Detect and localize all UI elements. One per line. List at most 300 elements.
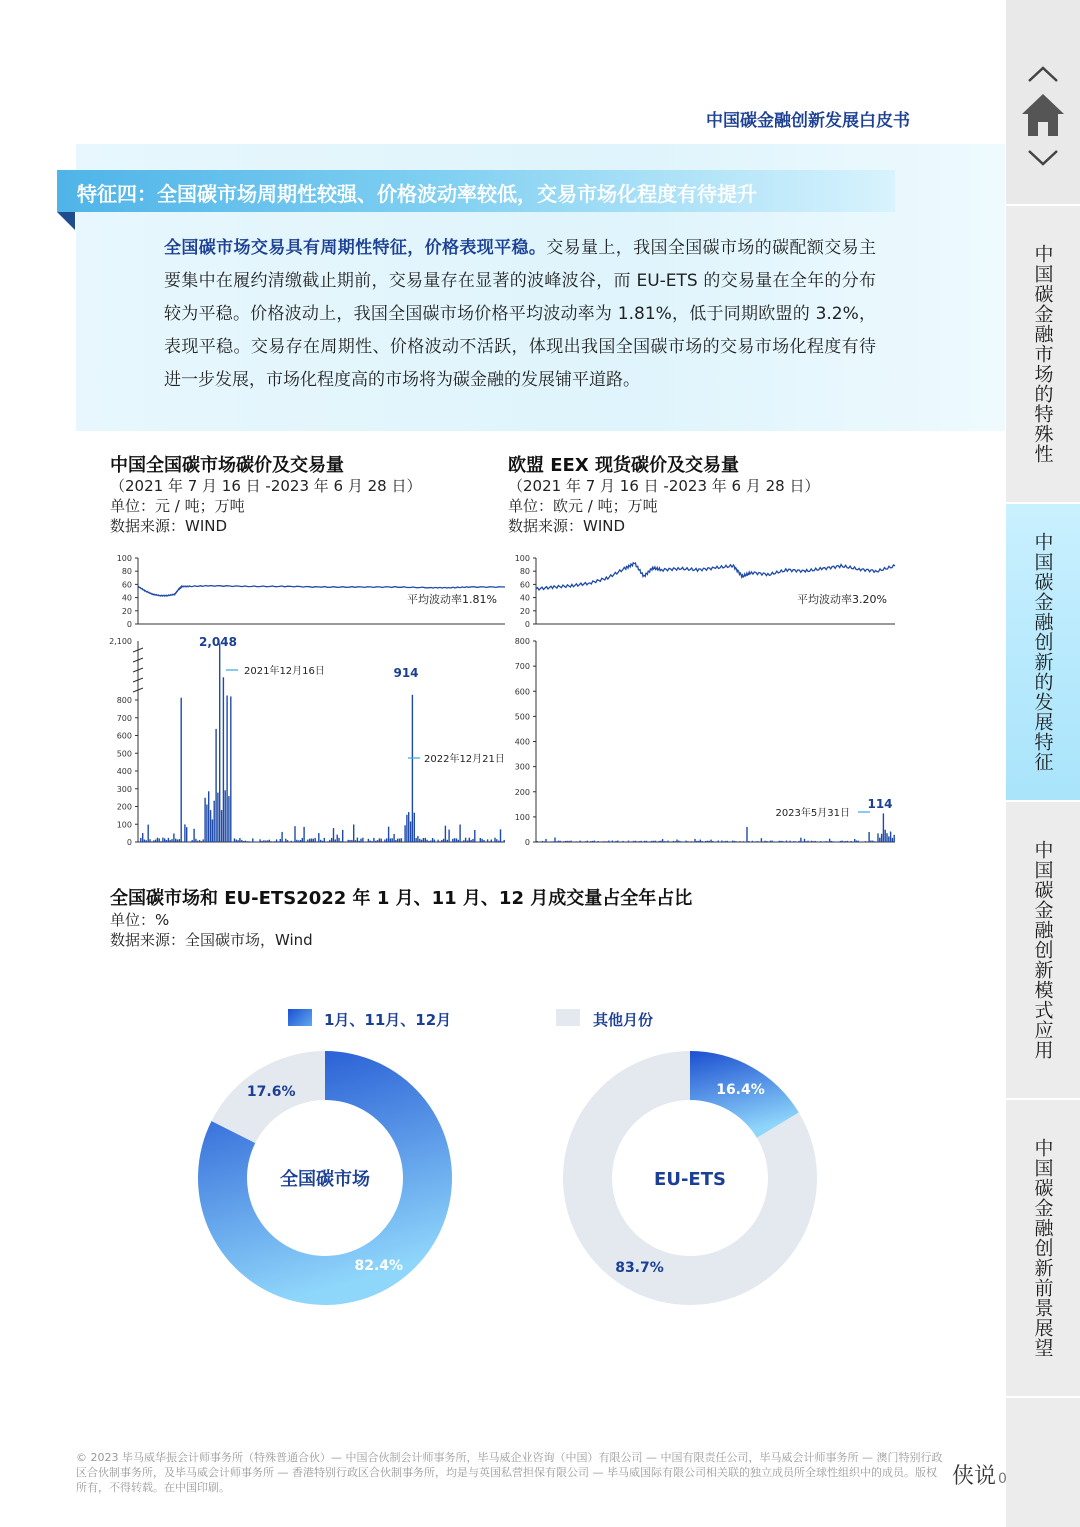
- chevron-down-icon[interactable]: [1026, 148, 1060, 168]
- cn-volume-bar: [274, 841, 275, 842]
- cn-volume-bar: [463, 840, 464, 842]
- eu-volume-tick-label: 100: [514, 812, 530, 822]
- eu-volume-bar: [859, 842, 860, 843]
- eu-volume-bar: [579, 841, 580, 842]
- cn-volume-bar: [399, 839, 400, 842]
- eu-volume-bar: [542, 841, 543, 842]
- cn-volume-bar: [201, 841, 202, 842]
- cn-volume-bar: [494, 838, 495, 842]
- cn-volume-bar: [426, 840, 427, 842]
- eu-volume-bar: [684, 842, 685, 843]
- cn-volume-bar: [186, 827, 187, 842]
- donut-charts: [0, 1040, 1000, 1320]
- chevron-up-icon[interactable]: [1026, 64, 1060, 84]
- eu-volume-bar: [736, 841, 737, 842]
- cn-chart-period: （2021 年 7 月 16 日 -2023 年 6 月 28 日）: [110, 477, 422, 495]
- eu-volume-bar: [644, 841, 645, 842]
- eu-pie-center-label: EU-ETS: [654, 1169, 726, 1190]
- cn-volume-bar: [265, 841, 266, 843]
- eu-volume-bar: [816, 841, 817, 842]
- cn-volume-bar: [221, 810, 222, 842]
- eu-volume-bar: [565, 841, 566, 842]
- eu-volume-bar: [712, 841, 713, 842]
- cn-volume-bar: [203, 839, 204, 842]
- eu-volume-bar: [707, 841, 708, 842]
- eu-volume-bar: [718, 841, 719, 843]
- eu-chart-period: （2021 年 7 月 16 日 -2023 年 6 月 28 日）: [508, 477, 820, 495]
- cn-volume-bar: [340, 841, 341, 842]
- cn-volume-bar: [458, 840, 459, 842]
- cn-volume-tick-label: 0: [126, 838, 132, 847]
- cn-volume-bar: [348, 840, 349, 842]
- cn-volume-tick-label: 600: [116, 731, 132, 741]
- eu-volume-bar: [890, 832, 891, 843]
- eu-volume-bar: [639, 841, 640, 842]
- intro-body: 交易量上，我国全国碳市场的碳配额交易主要集中在履约清缴截止期前，交易量存在显著的波峰波谷，而 EU-ETS 的交易量在全年的分布较为平稳。价格波动上，我国全国碳市场价格平均波动率为 1.81%，低于同期欧盟的 3.2%，表现平稳。交易存在周期性、价格波动不活跃，体现出我国全国碳市场的交易市场化程度有待进一步发展，市场化程度高的市场将为碳金融的发展铺平道路。: [164, 238, 876, 390]
- cn-volume-bar: [287, 840, 288, 842]
- cn-volume-bar: [252, 838, 253, 842]
- cn-volume-bar: [280, 839, 281, 842]
- cn-volume-bar: [437, 840, 438, 842]
- cn-volume-bar: [452, 839, 453, 842]
- cn-volume-bar: [303, 827, 304, 842]
- cn-volume-bar: [170, 840, 171, 842]
- cn-volume-bar: [481, 839, 482, 842]
- eu-volume-bar: [879, 838, 880, 842]
- cn-volume-bar: [412, 695, 413, 842]
- cn-volume-bar: [291, 841, 292, 842]
- cn-volume-tick-label: 300: [116, 784, 132, 794]
- cn-volume-bar: [487, 839, 488, 842]
- eu-volume-bar: [888, 836, 889, 842]
- cn-volume-bar: [269, 840, 270, 842]
- eu-price-tick-label: 40: [519, 593, 530, 603]
- cn-volume-tick-label: 100: [116, 820, 132, 830]
- cn-price-tick-label: 0: [126, 620, 132, 629]
- eu-volume-bar: [820, 841, 821, 842]
- eu-volume-bar: [811, 841, 812, 842]
- eu-volume-bar: [850, 841, 851, 842]
- eu-volume-bar: [624, 842, 625, 843]
- cn-volume-bar: [230, 696, 231, 842]
- pie-chart-unit: 单位：%: [110, 911, 170, 929]
- cn-volume-bar: [329, 840, 330, 842]
- cn-volume-bar: [395, 840, 396, 842]
- eu-volume-bar: [678, 841, 679, 842]
- cn-price-tick-label: 20: [121, 606, 132, 616]
- cn-volume-bar: [311, 839, 312, 843]
- eu-volume-bar: [872, 841, 873, 842]
- eu-volume-bar: [746, 827, 747, 842]
- cn-volume-bar: [179, 839, 180, 842]
- cn-volume-bar: [393, 834, 394, 842]
- cn-volume-bar: [296, 840, 297, 842]
- cn-volume-bar: [359, 841, 360, 842]
- cn-volume-bar: [210, 810, 211, 842]
- cn-volume-bar: [465, 838, 466, 842]
- cn-volume-bar: [467, 841, 468, 843]
- cn-volume-tick-label: 200: [116, 802, 132, 812]
- eu-volume-bar: [721, 841, 722, 843]
- cn-volume-bar: [483, 840, 484, 842]
- eu-volume-bar: [558, 841, 559, 842]
- wechat-label: 侠说: [952, 1464, 997, 1489]
- cn-volume-bar: [175, 839, 176, 842]
- cn-volume-bar: [404, 825, 405, 842]
- eu-volume-bar: [698, 841, 699, 842]
- cn-volume-bar: [234, 838, 235, 842]
- cn-volume-bar: [309, 839, 310, 842]
- cn-volume-bar: [338, 838, 339, 842]
- eu-volume-bar: [658, 841, 659, 842]
- eu-volume-bar: [623, 841, 624, 842]
- eu-volume-bar: [868, 832, 869, 842]
- cn-volume-bar: [228, 796, 229, 842]
- cn-volume-bar: [248, 841, 249, 842]
- cn-volume-bar: [375, 841, 376, 842]
- pie-chart-title: 全国碳市场和 EU-ETS2022 年 1 月、11 月、12 月成交量占全年占比: [110, 888, 693, 909]
- eu-volume-bar: [833, 841, 834, 842]
- eu-volume-bar: [691, 841, 692, 842]
- intro-lead: 全国碳市场交易具有周期性特征，价格表现平稳。: [164, 238, 547, 258]
- eu-volume-bar: [723, 841, 724, 842]
- cn-pie-slice-label: 17.6%: [246, 1083, 296, 1100]
- eu-volume-bar: [849, 842, 850, 843]
- eu-volume-bar: [567, 841, 568, 842]
- cn-volume-bar: [173, 834, 174, 843]
- eu-volume-bar: [886, 833, 887, 842]
- eu-volume-bar: [673, 841, 674, 842]
- eu-peak-value-label: 114: [867, 797, 893, 811]
- cn-volume-bar: [151, 841, 152, 842]
- cn-volume-bar: [474, 830, 475, 842]
- eu-price-tick-label: 0: [524, 620, 530, 629]
- eu-volume-bar: [858, 841, 859, 842]
- cn-pie-slice-label: 82.4%: [354, 1258, 404, 1275]
- cn-chart-title: 中国全国碳市场碳价及交易量: [110, 455, 344, 476]
- eu-volume-bar: [877, 833, 878, 842]
- cn-volume-bar: [470, 840, 471, 842]
- cn-volume-bar: [425, 838, 426, 842]
- eu-volume-bar: [649, 841, 650, 842]
- cn-volume-tick-label: 2,100: [109, 637, 132, 646]
- cn-pie-center-label: 全国碳市场: [280, 1169, 370, 1190]
- cn-volume-bar: [225, 790, 226, 842]
- cn-volume-bar: [243, 841, 244, 842]
- eu-volume-bar: [545, 839, 546, 842]
- sidebar: [1006, 0, 1080, 1527]
- cn-volume-bar: [219, 643, 220, 842]
- eu-volume-bar: [556, 841, 557, 842]
- cn-volume-bar: [298, 840, 299, 842]
- tab-innovation-features[interactable]: [1006, 504, 1080, 802]
- eu-volume-bar: [750, 842, 751, 843]
- eu-volume-bar: [612, 841, 613, 843]
- cn-volume-bar: [159, 838, 160, 842]
- eu-volume-bar: [818, 842, 819, 843]
- eu-chart-title: 欧盟 EEX 现货碳价及交易量: [508, 455, 740, 476]
- cn-volume-bar: [456, 838, 457, 842]
- eu-volume-bar: [883, 813, 884, 842]
- cn-volume-bar: [212, 819, 213, 842]
- cn-volume-bar: [305, 841, 306, 842]
- eu-volume-bar: [664, 841, 665, 842]
- cn-volume-bar: [195, 839, 196, 842]
- cn-volume-bar: [491, 840, 492, 843]
- cn-volume-bar: [192, 840, 193, 842]
- cn-volume-bar: [434, 840, 435, 842]
- cn-volume-bar: [362, 838, 363, 842]
- cn-volume-bar: [421, 840, 422, 842]
- eu-volume-bar: [798, 841, 799, 842]
- cn-volume-bar: [432, 838, 433, 842]
- cn-peak-value-label: 914: [393, 666, 419, 680]
- cn-volume-bar: [324, 838, 325, 842]
- cn-volume-bar: [430, 841, 431, 843]
- cn-volume-bar: [184, 824, 185, 842]
- eu-volume-bar: [597, 841, 598, 842]
- cn-volume-bar: [414, 813, 415, 842]
- cn-volume-bar: [419, 839, 420, 842]
- cn-volume-bar: [223, 677, 224, 842]
- cn-volume-bar: [364, 842, 365, 843]
- cn-volume-bar: [182, 841, 183, 842]
- cn-volume-bar: [454, 838, 455, 842]
- cn-volume-bar: [214, 801, 215, 842]
- cn-volume-bar: [146, 840, 147, 842]
- eu-volume-bar: [732, 841, 733, 842]
- eu-pie-slice-label: 16.4%: [716, 1081, 765, 1098]
- eu-volume-bar: [610, 841, 611, 842]
- cn-volume-tick-label: 400: [116, 767, 132, 776]
- eu-volume-bar: [845, 841, 846, 842]
- eu-volume-bar: [710, 840, 711, 842]
- tab-label: 中国碳金融创新模式应用: [1031, 840, 1054, 1060]
- tab-label: 中国碳金融创新的发展特征: [1031, 532, 1054, 772]
- cn-price-tick-label: 80: [121, 567, 132, 577]
- tab-innovation-models[interactable]: [1006, 802, 1080, 1100]
- eu-volume-bar: [743, 841, 744, 842]
- eu-volume-bar: [800, 838, 801, 842]
- eu-volume-bar: [631, 841, 632, 842]
- cn-volume-bar: [157, 838, 158, 842]
- cn-volume-bar: [351, 840, 352, 842]
- cn-volume-bar: [217, 793, 218, 842]
- eu-volume-bar: [854, 839, 855, 842]
- eu-price-volatility-annotation: 平均波动率3.20%: [797, 593, 887, 606]
- cn-volume-bar: [171, 839, 172, 842]
- cn-volume-bar: [247, 841, 248, 842]
- page-number: 0: [998, 1471, 1007, 1487]
- eu-price-series-line: [536, 563, 895, 590]
- eu-volume-bar: [734, 841, 735, 842]
- eu-volume-bar: [646, 841, 647, 842]
- legend-swatch-other: [556, 1009, 580, 1026]
- document-title: 中国碳金融创新发展白皮书: [706, 111, 910, 131]
- cn-volume-bar: [193, 829, 194, 842]
- cn-volume-bar: [237, 840, 238, 842]
- eu-volume-bar: [570, 841, 571, 842]
- eu-volume-bar: [764, 841, 765, 842]
- eu-volume-bar: [806, 841, 807, 842]
- eu-volume-bar: [793, 841, 794, 842]
- eu-price-tick-label: 80: [519, 567, 530, 577]
- eu-volume-bar: [761, 838, 762, 842]
- eu-volume-bar: [856, 841, 857, 843]
- cn-volume-bar: [370, 841, 371, 842]
- cn-volume-bar: [315, 838, 316, 842]
- eu-chart-unit: 单位：欧元 / 吨；万吨: [508, 497, 658, 515]
- eu-volume-bar: [544, 841, 545, 842]
- eu-volume-bar: [779, 841, 780, 842]
- cn-volume-bar: [445, 826, 446, 842]
- eu-volume-bar: [755, 841, 756, 842]
- eu-volume-bar: [885, 830, 886, 842]
- eu-volume-bar: [773, 841, 774, 842]
- home-icon[interactable]: [1020, 92, 1066, 138]
- eu-volume-tick-label: 300: [514, 762, 530, 772]
- cn-chart-unit: 单位：元 / 吨；万吨: [110, 497, 245, 515]
- cn-volume-bar: [447, 840, 448, 842]
- eu-volume-tick-label: 600: [514, 687, 530, 697]
- cn-chart-source: 数据来源：WIND: [110, 517, 228, 535]
- eu-volume-bar: [727, 841, 728, 842]
- cn-volume-bar: [502, 841, 503, 842]
- cn-volume-bar: [239, 838, 240, 842]
- cn-volume-bar: [190, 841, 191, 842]
- eu-volume-bar: [592, 841, 593, 842]
- cn-volume-bar: [206, 805, 207, 843]
- eu-volume-bar: [766, 841, 767, 842]
- eu-volume-bar: [536, 841, 537, 842]
- cn-volume-bar: [489, 841, 490, 842]
- cn-volume-bar: [357, 838, 358, 842]
- cn-volume-bar: [331, 838, 332, 842]
- cn-volume-bar: [162, 838, 163, 842]
- cn-volume-bar: [368, 839, 369, 842]
- cn-volume-bar: [245, 841, 246, 842]
- eu-volume-bar: [705, 841, 706, 842]
- eu-volume-bar: [605, 841, 606, 842]
- eu-volume-bar: [585, 841, 586, 842]
- eu-volume-bar: [576, 841, 577, 842]
- eu-volume-bar: [554, 838, 555, 843]
- eu-volume-bar: [815, 841, 816, 842]
- eu-volume-bar: [725, 841, 726, 842]
- cn-volume-bar: [270, 841, 271, 842]
- eu-volume-bar: [653, 841, 654, 842]
- cn-price-tick-label: 60: [121, 580, 132, 590]
- cn-volume-bar: [386, 838, 387, 842]
- wechat-watermark: [952, 1459, 1007, 1490]
- eu-volume-bar: [553, 841, 554, 842]
- legend-swatch-peak: [288, 1009, 312, 1026]
- cn-peak-value-label: 2,048: [199, 635, 237, 649]
- eu-volume-bar: [655, 841, 656, 842]
- tab-innovation-outlook[interactable]: [1006, 1100, 1080, 1398]
- cn-volume-bar: [160, 841, 161, 842]
- legend-label-other: 其他月份: [593, 1011, 654, 1029]
- cn-volume-bar: [197, 841, 198, 842]
- cn-volume-bar: [428, 841, 429, 842]
- eu-volume-bar: [628, 841, 629, 842]
- eu-volume-tick-label: 800: [514, 637, 530, 646]
- eu-volume-bar: [840, 841, 841, 842]
- eu-peak-date-label: 2023年5月31日: [775, 808, 850, 819]
- eu-volume-bar: [786, 841, 787, 843]
- eu-volume-bar: [716, 841, 717, 842]
- cn-volume-bar: [417, 836, 418, 842]
- footer-copyright: © 2023 毕马威华振会计师事务所（特殊普通合伙）— 中国合伙制会计师事务所，毕马威企业咨询（中国）有限公司 — 中国有限责任公司，毕马威会计师事务所 — 澳门特别行政区合伙制事务所，及毕马威会计师事务所 — 香港特别行政区合伙制事务所，均是与英国私营担保有限公司 — 毕马威国际有限公司相关联的独立成员所全球性组织中的成员。版权所有，不得转载。在中国印刷。: [76, 1451, 943, 1494]
- cn-volume-bar: [307, 840, 308, 842]
- cn-volume-tick-label: 500: [116, 749, 132, 759]
- cn-volume-bar: [408, 812, 409, 842]
- cn-volume-bar: [215, 729, 216, 842]
- eu-volume-bar: [617, 841, 618, 843]
- cn-volume-bar: [232, 842, 233, 843]
- eu-volume-bar: [676, 840, 677, 843]
- cn-volume-bar: [459, 825, 460, 843]
- eu-volume-bar: [666, 841, 667, 842]
- cn-volume-bar: [355, 840, 356, 842]
- eu-volume-bar: [838, 842, 839, 843]
- eu-volume-bar: [757, 841, 758, 842]
- eu-volume-bar: [847, 841, 848, 842]
- cn-volume-bar: [349, 840, 350, 842]
- eu-volume-bar: [660, 841, 661, 842]
- cn-volume-bar: [337, 835, 338, 842]
- cn-price-tick-label: 100: [116, 554, 132, 563]
- eu-volume-bar: [791, 842, 792, 843]
- cn-volume-bar: [461, 841, 462, 842]
- eu-volume-bar: [608, 841, 609, 842]
- eu-volume-bar: [640, 841, 641, 842]
- eu-volume-tick-label: 200: [514, 787, 530, 797]
- cn-volume-bar: [360, 839, 361, 842]
- cn-volume-bar: [226, 696, 227, 843]
- cn-volume-bar: [320, 840, 321, 842]
- tab-special-features[interactable]: [1006, 206, 1080, 504]
- eu-volume-bar: [795, 841, 796, 842]
- cn-volume-bar: [415, 838, 416, 842]
- cn-volume-bar: [379, 838, 380, 842]
- tab-label: 中国碳金融创新前景展望: [1031, 1138, 1054, 1358]
- cn-volume-bar: [496, 839, 497, 842]
- eu-chart-source: 数据来源：WIND: [508, 517, 626, 535]
- eu-volume-bar: [894, 835, 895, 842]
- eu-volume-bar: [809, 841, 810, 842]
- cn-peak-date-label: 2021年12月16日: [244, 666, 325, 677]
- cn-volume-bar: [148, 825, 149, 842]
- cn-volume-bar: [294, 826, 295, 842]
- eu-volume-bar: [563, 841, 564, 842]
- eu-volume-bar: [560, 841, 561, 842]
- eu-volume-bar: [843, 841, 844, 842]
- cn-volume-tick-label: 700: [116, 713, 132, 723]
- cn-volume-bar: [381, 839, 382, 842]
- eu-volume-bar: [590, 841, 591, 842]
- cn-volume-tick-label: 800: [116, 696, 132, 705]
- cn-volume-bar: [333, 828, 334, 842]
- cn-volume-bar: [397, 839, 398, 842]
- cn-volume-bar: [406, 815, 407, 842]
- eu-price-tick-label: 20: [519, 606, 530, 616]
- cn-volume-bar: [168, 838, 169, 842]
- eu-volume-bar: [651, 841, 652, 842]
- cn-volume-bar: [410, 821, 411, 842]
- cn-volume-bar: [144, 840, 145, 843]
- pie-chart-source: 数据来源：全国碳市场，Wind: [110, 931, 313, 949]
